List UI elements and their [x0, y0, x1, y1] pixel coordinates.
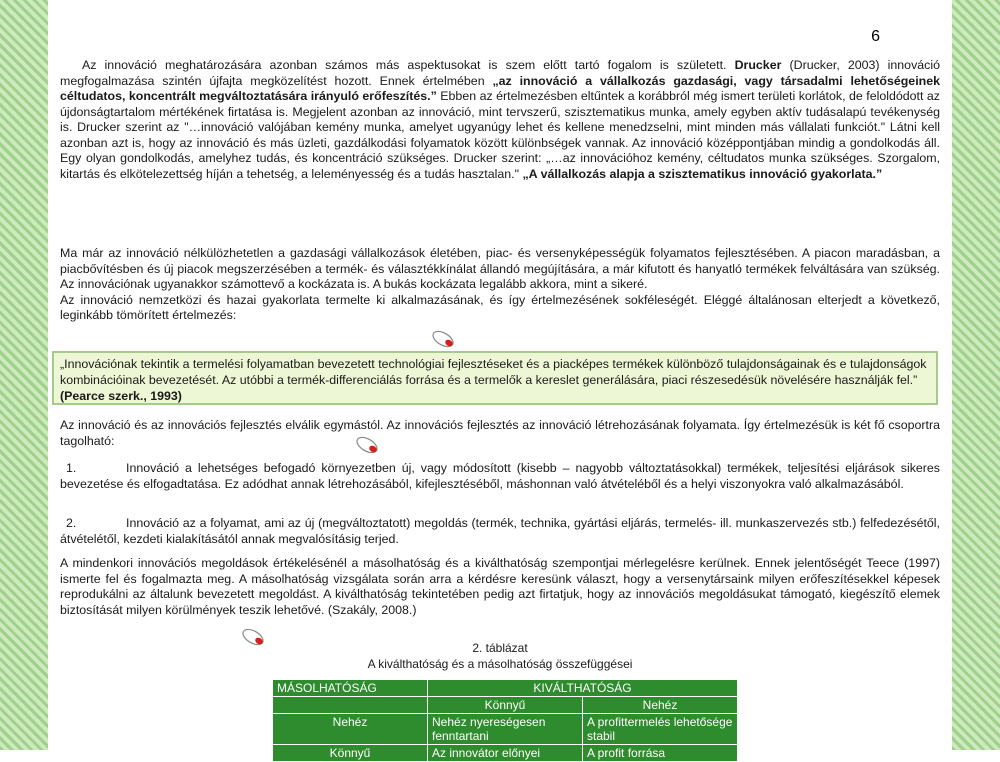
page-number: 6	[871, 28, 880, 45]
list-item: 2. Innováció az a folyamat, ami az új (megváltoztatott) megoldás (termék, technika, gyártási eljárás, termelés- ill. munkaszervezés stb.) felfedezésétől, átvételétől, kezdeti kialakításától annak megvalósításig terjed.	[60, 516, 940, 546]
table-row-label: Nehéz	[273, 714, 428, 745]
paragraph-innovation-development: Az innováció és az innovációs fejlesztés elválik egymástól. Az innovációs fejlesztés az innováció létrehozásának folyamata. Így értelmezésük is két fő csoportra tagolható:	[60, 418, 940, 448]
paragraph-market: Ma már az innováció nélkülözhetetlen a gazdasági vállalkozások életében, piac- és versenyképességük folyamatos fejlesztésében. A piacon maradásban, a piacbővítésben és új piacok megszerzésében a termék- és választékkínálat állandó megújítására, a már kifutott és hanyatló termékek felváltására van szükség. Az innovációnak ugyanakkor számottevő a kockázata is. A bukás kockázata legalább akkora, mint a sikeré. Az innováció nemzetközi és hazai gyakorlata termelte ki alkalmazásának, és így értelmezésének sokféleségét. Eléggé általánosan elterjedt a következő, leginkább tömörített értelmezés:	[60, 246, 940, 322]
drucker-quote: „A vállalkozás alapja a szisztematikus innováció gyakorlata.”	[522, 166, 883, 181]
table-header-copyability: MÁSOLHATÓSÁG	[273, 680, 428, 697]
drucker-name: Drucker	[734, 58, 782, 72]
table-sub-easy: Könnyű	[428, 697, 583, 714]
paragraph-copyability: A mindenkori innovációs megoldások értékelésénél a másolhatóság és a kiválthatóság szempontjai mérlegelésre kerülnek. Ennek jelentőségét Teece (1997) ismerte fel és fogalmazta meg. A másolhatóság vizsgálata során arra a kérdésre keresünk választ, hogy a versenytársaink milyen erőfeszítésekkel képesek reprodukálni az általunk bevezetett megoldást. A kiválthatóság tekintetében pedig azt firtatjuk, hogy az innovációs megoldásukat támogató, kiegészítő elemek biztosítását milyen körülmények teszik lehetővé. (Szakály, 2008.)	[60, 556, 940, 617]
table-cell: Nehéz nyereségesen fenntartani	[428, 714, 583, 745]
pin-icon	[430, 330, 456, 348]
table-cell: Az innovátor előnyei	[428, 745, 583, 762]
left-decorative-border	[0, 0, 48, 750]
table-caption-number: 2. táblázat	[472, 641, 528, 655]
table-caption-title: A kiválthatóság és a másolhatóság összefüggései	[367, 657, 633, 671]
table-cell: A profit forrása	[583, 745, 738, 762]
table-row-label: Könnyű	[273, 745, 428, 762]
list-item: 1. Innováció a lehetséges befogadó környezetben új, vagy módosított (kisebb – nagyobb változtatásokkal) termékek, teljesítési eljárások sikeres bevezetése és elfogadtatása. Ez adódhat annak létrehozásából, kifejlesztéséből, máshonnan való átvételéből és a helyi viszonyokra való alkalmazásából.	[60, 461, 940, 491]
document-page	[48, 0, 952, 760]
table-sub-hard: Nehéz	[583, 697, 738, 714]
paragraph-drucker: Az innováció meghatározására azonban számos más aspektusokat is szem előtt tartó fogalom is született. Drucker (Drucker, 2003) innováció megfogalmazása szintén újfajta megközelítést hozott. Ennek értelmében „az innováció a vállalkozás gazdasági, vagy társadalmi lehetőségeinek céltudatos, koncentrált megváltoztatására irányuló erőfeszítés.” Ebben az értelmezésben eltűntek a korábbról még ismert területi korlátok, de feloldódott az újdonságtartalom mértékének firtatása is. Megjelent azonban az innováció, mint tervszerű, szisztematikus munka, amely egyben aktív tudásalapú tevékenység is. Drucker szerint az "…innováció valójában kemény munka, amelyet ugyanúgy lehet és kellene menedzselni, mint minden más vállalati funkciót." Látni kell azonban azt is, hogy az innováció és más üzleti, gazdálkodási folyamatok között különbségek vannak. Az innováció középpontjában mindig a gondolkodás áll. Egy olyan gondolkodás, amelyhez tudás, és koncentráció szükséges. Drucker szerint: „…az innovációhoz kemény, céltudatos munka szükséges. Szorgalom, kitartás és elkötelezettség híján a tehetség, a leleményesség és a tudás hasztalan." „A vállalkozás alapja a szisztematikus innováció gyakorlata.”	[60, 58, 940, 181]
quote-box: „Innovációnak tekintik a termelési folyamatban bevezetett technológiai fejlesztéseket és a piacképes termékek különböző tulajdonságainak és e tulajdonságok kombinációinak bevezetését. Az utóbbi a termék-differenciálás forrása és a termelők a kereslet generálására, piaci részesedésük növelésére használják fel.” (Pearce szerk., 1993)	[52, 351, 938, 405]
drucker-definition: „az innováció a vállalkozás gazdasági, vagy társadalmi lehetőségeinek céltudatos, koncentrált megváltoztatására irányuló erőfeszítés.”	[60, 73, 940, 103]
table-cell: A profittermelés lehetősége stabil	[583, 714, 738, 745]
pin-icon	[354, 436, 380, 454]
right-decorative-border	[952, 0, 1000, 750]
table-header-replaceability: KIVÁLTHATÓSÁG	[428, 680, 738, 697]
quote-citation: (Pearce szerk., 1993)	[60, 389, 182, 403]
